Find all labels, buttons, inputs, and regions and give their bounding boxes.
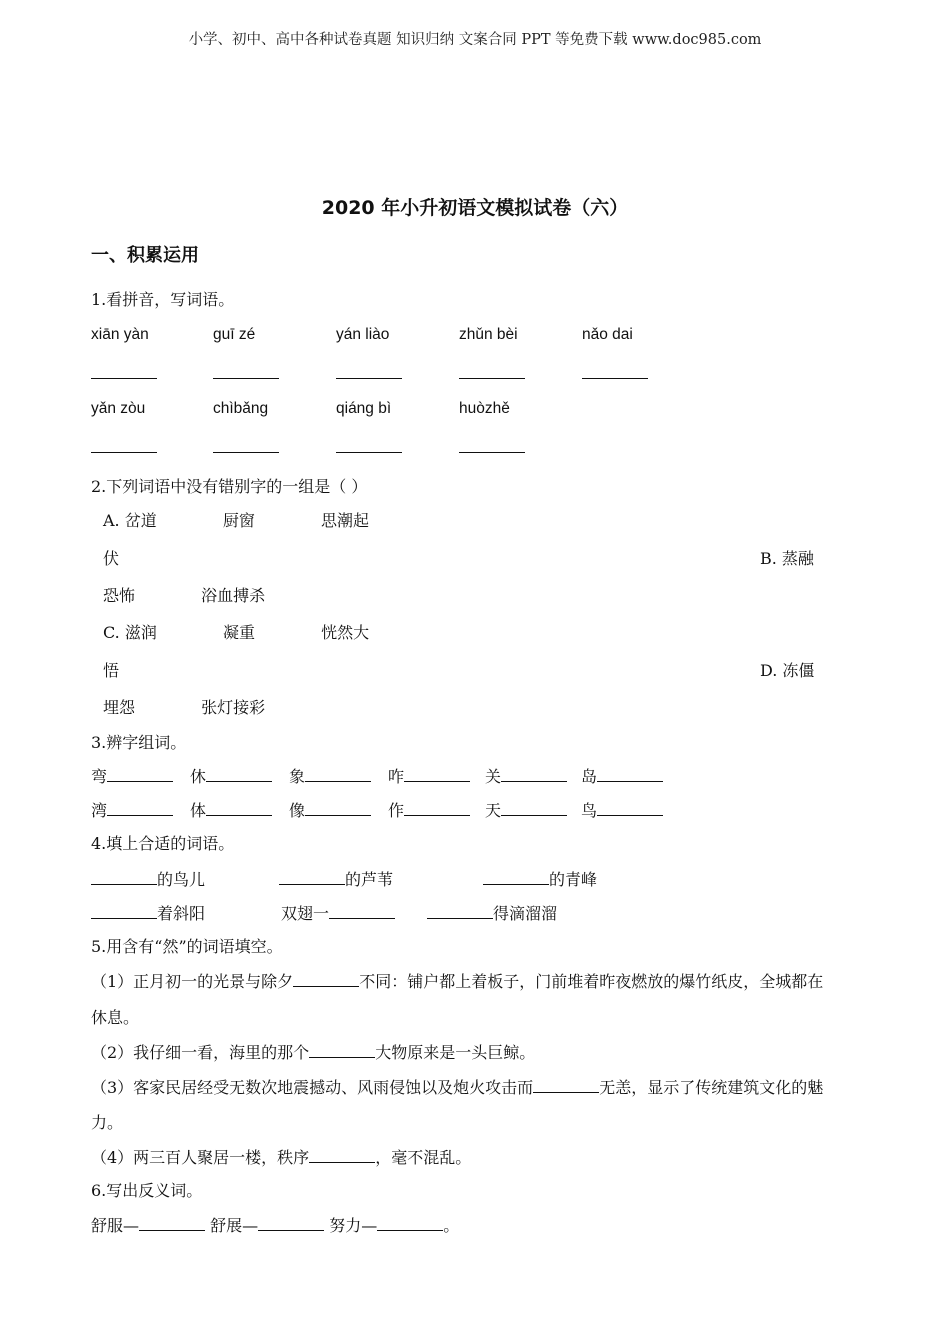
answer-blank[interactable] <box>305 766 371 782</box>
sentence-4: （4）两三百人聚居一楼，秩序 ，毫不混乱。 <box>91 1148 472 1167</box>
char-item: 湾 <box>91 800 173 821</box>
option-c-cont: 悟 <box>103 661 120 680</box>
phrase-item: 双翅一 <box>281 903 395 924</box>
answer-blank[interactable] <box>91 903 157 919</box>
sentence-3-cont: 力。 <box>91 1113 124 1132</box>
answer-blank[interactable] <box>213 437 279 458</box>
answer-blank[interactable] <box>533 1077 599 1093</box>
answer-blank[interactable] <box>404 800 470 816</box>
answer-blank[interactable] <box>293 971 359 987</box>
char-item: 鸟 <box>581 800 663 821</box>
answer-blank[interactable] <box>336 437 402 458</box>
option-c[interactable]: C. 滋润 凝重 恍然大 <box>103 623 370 642</box>
question-4-prompt: 4.填上合适的词语。 <box>91 834 235 853</box>
phrase-item: 得滴溜溜 <box>427 903 557 924</box>
question-3-prompt: 3.辨字组词。 <box>91 733 187 752</box>
answer-blank[interactable] <box>91 869 157 885</box>
char-item: 象 <box>289 766 371 787</box>
char-item: 体 <box>190 800 272 821</box>
answer-blank[interactable] <box>213 363 279 384</box>
pinyin-item: qiáng bì <box>336 400 392 417</box>
question-6-prompt: 6.写出反义词。 <box>91 1181 203 1200</box>
sentence-1-cont: 休息。 <box>91 1008 140 1027</box>
answer-blank[interactable] <box>404 766 470 782</box>
answer-blank[interactable] <box>107 800 173 816</box>
answer-blank[interactable] <box>501 766 567 782</box>
char-item: 像 <box>289 800 371 821</box>
answer-blank[interactable] <box>329 903 395 919</box>
answer-blank[interactable] <box>459 363 525 384</box>
sentence-3: （3）客家民居经受无数次地震撼动、风雨侵蚀以及炮火攻击而 无恙，显示了传统建筑文化的魅 <box>91 1078 824 1097</box>
answer-blank[interactable] <box>483 869 549 885</box>
char-item: 作 <box>388 800 470 821</box>
antonym-row: 舒服— 舒展— 努力— 。 <box>91 1216 460 1235</box>
question-2-prompt: 2.下列词语中没有错别字的一组是（ ） <box>91 477 368 496</box>
phrase-item: 的鸟儿 <box>91 869 205 890</box>
question-5-prompt: 5.用含有“然”的词语填空。 <box>91 937 283 956</box>
answer-blank[interactable] <box>597 800 663 816</box>
exam-title: 2020 年小升初语文模拟试卷（六） <box>321 197 629 219</box>
sentence-2: （2）我仔细一看，海里的那个 大物原来是一头巨鲸。 <box>91 1043 536 1062</box>
option-a[interactable]: A. 岔道 厨窗 思潮起 <box>103 511 369 530</box>
option-b[interactable]: B. 蒸融 <box>760 549 814 568</box>
answer-blank[interactable] <box>309 1147 375 1163</box>
char-item: 弯 <box>91 766 173 787</box>
char-item: 关 <box>485 766 567 787</box>
answer-blank[interactable] <box>427 903 493 919</box>
pinyin-item: yán liào <box>336 326 390 343</box>
phrase-item: 的青峰 <box>483 869 597 890</box>
page-header: 小学、初中、高中各种试卷真题 知识归纳 文案合同 PPT 等免费下载 www.doc985.com <box>188 32 762 48</box>
answer-blank[interactable] <box>107 766 173 782</box>
sentence-1: （1）正月初一的光景与除夕 不同：铺户都上着板子，门前堆着昨夜燃放的爆竹纸皮，全城都在 <box>91 972 824 991</box>
answer-blank[interactable] <box>305 800 371 816</box>
char-item: 天 <box>485 800 567 821</box>
answer-blank[interactable] <box>91 437 157 458</box>
option-b-cont: 恐怖 浴血搏杀 <box>103 586 266 605</box>
char-item: 休 <box>190 766 272 787</box>
answer-blank[interactable] <box>139 1215 205 1231</box>
question-1-prompt: 1.看拼音，写词语。 <box>91 290 235 309</box>
answer-blank[interactable] <box>206 800 272 816</box>
pinyin-item: xiān yàn <box>91 326 149 343</box>
section-heading: 一、积累运用 <box>91 245 199 266</box>
answer-blank[interactable] <box>279 869 345 885</box>
phrase-item: 着斜阳 <box>91 903 205 924</box>
pinyin-item: zhǔn bèi <box>459 326 518 343</box>
char-item: 岛 <box>581 766 663 787</box>
pinyin-item: chìbǎng <box>213 400 269 417</box>
pinyin-item: guī zé <box>213 326 256 343</box>
pinyin-item: yǎn zòu <box>91 400 146 417</box>
answer-blank[interactable] <box>582 363 648 384</box>
answer-blank[interactable] <box>597 766 663 782</box>
answer-blank[interactable] <box>309 1042 375 1058</box>
option-d[interactable]: D. 冻僵 <box>760 661 815 680</box>
answer-blank[interactable] <box>501 800 567 816</box>
char-item: 咋 <box>388 766 470 787</box>
answer-blank[interactable] <box>336 363 402 384</box>
answer-blank[interactable] <box>377 1215 443 1231</box>
pinyin-item: huòzhě <box>459 400 510 417</box>
phrase-item: 的芦苇 <box>279 869 393 890</box>
pinyin-item: nǎo dai <box>582 326 633 343</box>
option-d-cont: 埋怨 张灯接彩 <box>103 698 266 717</box>
option-a-cont: 伏 <box>103 549 120 568</box>
answer-blank[interactable] <box>459 437 525 458</box>
answer-blank[interactable] <box>258 1215 324 1231</box>
answer-blank[interactable] <box>206 766 272 782</box>
answer-blank[interactable] <box>91 363 157 384</box>
